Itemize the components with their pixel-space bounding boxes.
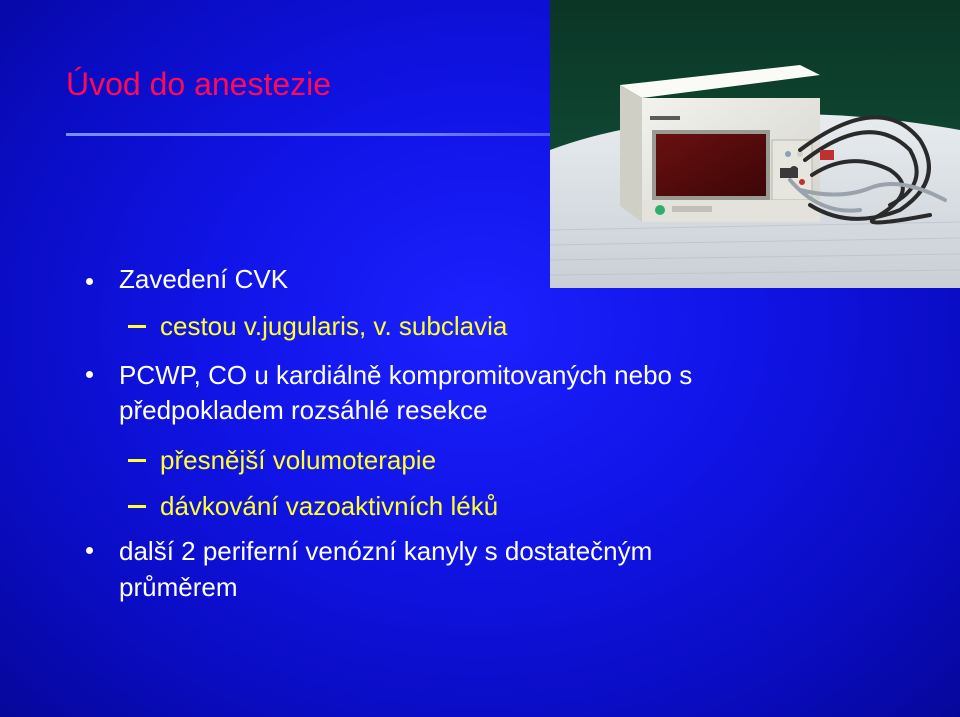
bullet-text: další 2 periferní venózní kanyly s dostatečným [119, 536, 653, 566]
slide-title: Úvod do anestezie [66, 66, 332, 102]
bullet-text: Zavedení CVK [119, 264, 289, 294]
bullet-marker [86, 547, 93, 554]
sub-bullet-text: dávkování vazoaktivních léků [160, 491, 499, 521]
bullet-text-continuation: předpokladem rozsáhlé resekce [119, 395, 488, 425]
sub-bullet-marker [128, 505, 146, 508]
sub-bullet-text: cestou v.jugularis, v. subclavia [160, 311, 508, 341]
bullet-marker [86, 278, 93, 285]
bullet-text: PCWP, CO u kardiálně kompromitovaných nebo s [119, 360, 693, 390]
sub-bullet-text: přesnější volumoterapie [160, 445, 437, 475]
sub-bullet-marker [128, 325, 146, 328]
sub-bullet-marker [128, 459, 146, 462]
bullet-marker [86, 371, 93, 378]
bullet-text-continuation: průměrem [119, 572, 238, 602]
